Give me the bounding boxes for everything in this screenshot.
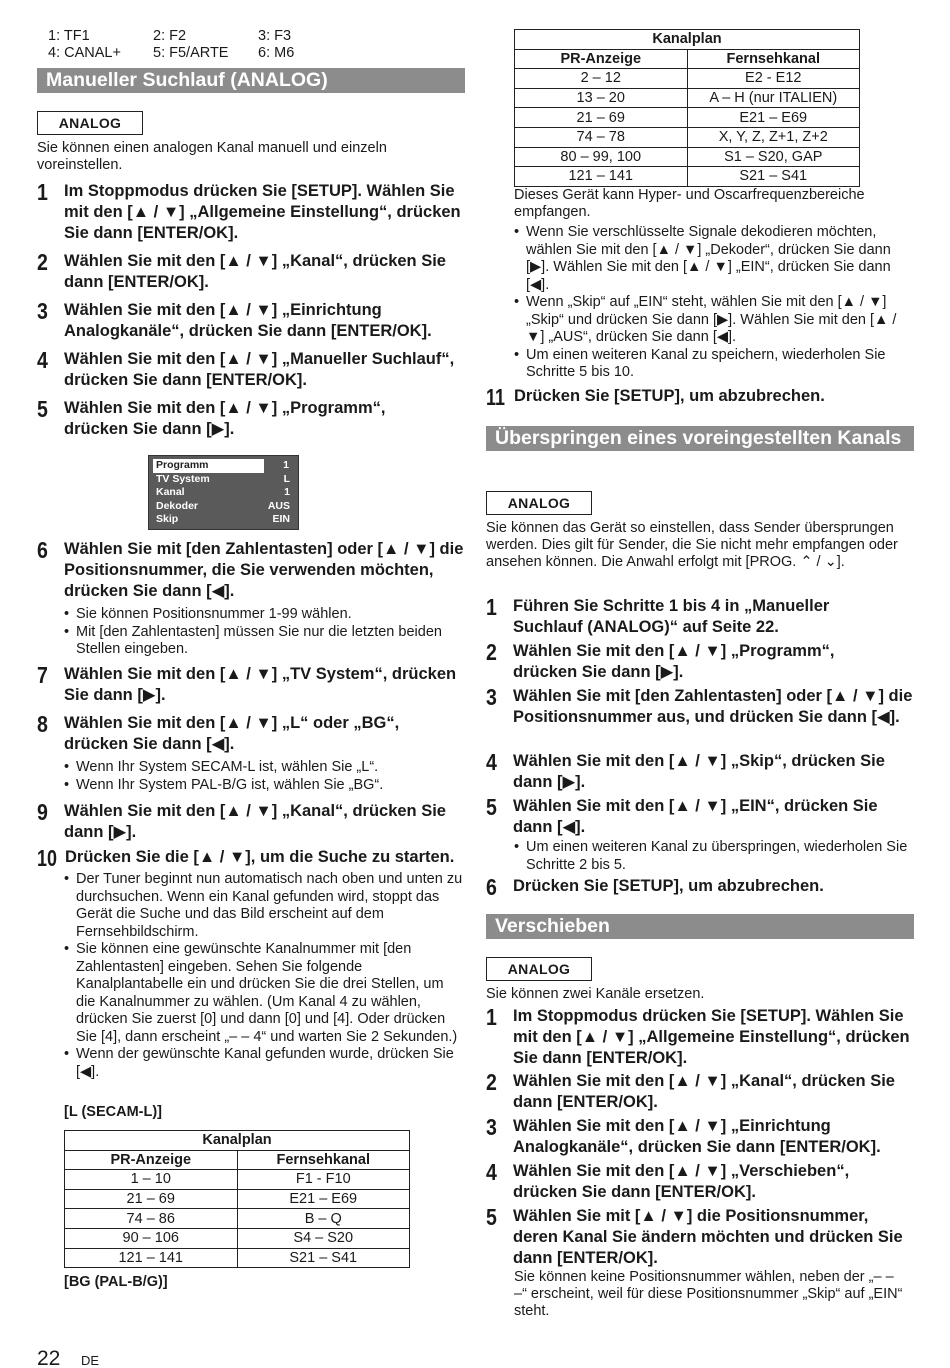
move-step-1 bbox=[486, 1006, 914, 1069]
analog-badge: ANALOG bbox=[486, 957, 592, 981]
table-row: 2 – 12 E2 - E12 bbox=[515, 69, 860, 89]
step-text: Führen Sie Schritte 1 bis 4 in „Manueller Suchlauf (ANALOG)“ auf Seite 22. bbox=[513, 597, 830, 636]
step-text: Wählen Sie mit den [▲ / ▼] „Programm“, drücken Sie dann [▶]. bbox=[64, 399, 386, 438]
menu-value-programm: 1 bbox=[283, 459, 289, 471]
step-10 bbox=[37, 847, 465, 869]
table-row: 13 – 20 A – H (nur ITALIEN) bbox=[515, 88, 860, 108]
step-number: 4 bbox=[486, 1159, 497, 1185]
step-8-notes bbox=[64, 759, 464, 794]
analog-badge: ANALOG bbox=[37, 111, 143, 135]
channel-row bbox=[48, 28, 348, 45]
step-number: 3 bbox=[37, 298, 48, 324]
menu-label: Dekoder bbox=[156, 499, 199, 512]
move-step-5-note: Sie können keine Positionsnummer wählen, neben der „– – –“ erscheint, weil für diese Positionsnummer „Skip“ auf „EIN“ steht. bbox=[514, 1269, 903, 1319]
decoder-notes bbox=[514, 224, 914, 382]
menu-row-skip bbox=[153, 513, 294, 527]
bullet-item: • Sie können eine gewünschte Kanalnummer mit [den Zahlentasten] eingeben. Sehen Sie folgende Kanalplantabelle ein und drücken Sie die drei Stellen, um die Kanalnummer zu wählen. (Um Kanal 4 zu wählen, drücken Sie zuerst [0] und dann [0] und [4]. Oder drücken Sie [4], dann erscheint „– – 4“ und warten Sie 2 Sekunden.) bbox=[64, 941, 458, 1045]
analog-badge: ANALOG bbox=[486, 491, 592, 515]
move-step-3 bbox=[486, 1116, 914, 1158]
step-number: 8 bbox=[37, 711, 48, 737]
page-number: 22 bbox=[37, 1347, 61, 1368]
step-7 bbox=[37, 664, 465, 706]
menu-label: Skip bbox=[156, 513, 179, 526]
step-text: Wählen Sie mit den [▲ / ▼] „TV System“, drücken Sie dann [▶]. bbox=[64, 665, 457, 704]
menu-value: 1 bbox=[284, 486, 290, 499]
bullet-item: • Wenn Ihr System PAL-B/G ist, wählen Sie „BG“. bbox=[64, 776, 384, 793]
menu-row-kanal bbox=[153, 486, 294, 500]
step-text: Wählen Sie mit den [▲ / ▼] „Programm“, drücken Sie dann [▶]. bbox=[513, 642, 835, 681]
step-text: Drücken Sie die [▲ / ▼], um die Suche zu starten. bbox=[65, 848, 455, 866]
intro-text: Sie können das Gerät so einstellen, dass Sender übersprungen werden. Dies gilt für Sender, die Sie nicht mehr empfangen oder ansehen können. Die Anwahl erfolgt mit [PROG. ⌃ / ⌄]. bbox=[486, 520, 898, 570]
step-number: 3 bbox=[486, 1114, 497, 1140]
step-text: Wählen Sie mit den [▲ / ▼] „Verschieben“, drücken Sie dann [ENTER/OK]. bbox=[513, 1162, 850, 1201]
step-number: 10 bbox=[37, 845, 57, 871]
step-3 bbox=[37, 300, 465, 342]
language-code: DE bbox=[81, 1353, 100, 1368]
step-text: Wählen Sie mit den [▲ / ▼] „Kanal“, drücken Sie dann [ENTER/OK]. bbox=[64, 252, 446, 291]
step-number: 9 bbox=[37, 799, 48, 825]
section-title-move: Verschieben bbox=[486, 914, 914, 939]
bullet-item: • Um einen weiteren Kanal zu speichern, wiederholen Sie Schritte 5 bis 10. bbox=[514, 346, 886, 380]
menu-value: AUS bbox=[267, 499, 290, 512]
bullet-item: • Wenn Ihr System SECAM-L ist, wählen Sie „L“. bbox=[64, 759, 379, 775]
table-header: PR-Anzeige bbox=[65, 1150, 238, 1170]
table-row: 121 – 141 S21 – S41 bbox=[65, 1248, 410, 1268]
table-row: 121 – 141 S21 – S41 bbox=[515, 167, 860, 187]
label-secam-l: [L (SECAM-L)] bbox=[64, 1104, 162, 1120]
table-row: 80 – 99, 100 S1 – S20, GAP bbox=[515, 147, 860, 167]
table-row: 74 – 86 B – Q bbox=[65, 1209, 410, 1229]
channel-list bbox=[48, 28, 348, 61]
step-number: 6 bbox=[37, 537, 48, 563]
skip-step-5 bbox=[486, 796, 914, 838]
table-caption: Kanalplan bbox=[515, 30, 860, 50]
step-text: Wählen Sie mit den [▲ / ▼] „Einrichtung Analogkanäle“, drücken Sie dann [ENTER/OK]. bbox=[513, 1117, 881, 1156]
table-row: 90 – 106 S4 – S20 bbox=[65, 1228, 410, 1248]
step-text: Wählen Sie mit den [▲ / ▼] „Skip“, drücken Sie dann [▶]. bbox=[513, 752, 885, 791]
step-number: 2 bbox=[486, 1069, 497, 1095]
bullet-item: • Der Tuner beginnt nun automatisch nach oben und unten zu durchsuchen. Wenn ein Kanal gefunden wird, stoppt das Gerät die Suche und das Bild erscheint auf dem Fernsehbildschirm. bbox=[64, 871, 463, 940]
step-text: Wählen Sie mit [den Zahlentasten] oder [▲ / ▼] die Positionsnummer, die Sie verwenden möchten, drücken Sie dann [◀]. bbox=[64, 540, 464, 600]
step-text: Wählen Sie mit den [▲ / ▼] „Einrichtung Analogkanäle“, drücken Sie dann [ENTER/OK]. bbox=[64, 301, 432, 340]
kanalplan-table-bg bbox=[514, 29, 860, 187]
table-header: Fernsehkanal bbox=[687, 49, 860, 69]
hyper-note: Dieses Gerät kann Hyper- und Oscarfrequenzbereiche empfangen. bbox=[514, 187, 865, 220]
step-5 bbox=[37, 398, 465, 440]
table-row: 21 – 69 E21 – E69 bbox=[65, 1189, 410, 1209]
step-10-notes bbox=[64, 871, 464, 1081]
step-1 bbox=[37, 181, 465, 244]
bullet-item: • Wenn der gewünschte Kanal gefunden wurde, drücken Sie [◀]. bbox=[64, 1046, 454, 1080]
intro-text: Sie können einen analogen Kanal manuell und einzeln voreinstellen. bbox=[37, 140, 387, 173]
step-number: 4 bbox=[486, 749, 497, 775]
move-step-4 bbox=[486, 1161, 914, 1203]
menu-value: EIN bbox=[272, 513, 290, 526]
menu-value: L bbox=[283, 472, 290, 485]
step-number: 2 bbox=[37, 249, 48, 275]
step-number: 4 bbox=[37, 347, 48, 373]
table-header: PR-Anzeige bbox=[515, 49, 688, 69]
step-text: Wählen Sie mit [den Zahlentasten] oder [▲ / ▼] die Positionsnummer aus, und drücken Sie dann [◀]. bbox=[513, 687, 913, 726]
step-text: Wählen Sie mit den [▲ / ▼] „EIN“, drücken Sie dann [◀]. bbox=[513, 797, 878, 836]
bullet-item: • Mit [den Zahlentasten] müssen Sie nur die letzten beiden Stellen eingeben. bbox=[64, 623, 442, 657]
step-text: Im Stoppmodus drücken Sie [SETUP]. Wählen Sie mit den [▲ / ▼] „Allgemeine Einstellung“, drücken Sie dann [ENTER/OK]. bbox=[513, 1007, 910, 1067]
intro-text: Sie können zwei Kanäle ersetzen. bbox=[486, 986, 705, 1002]
step-text: Drücken Sie [SETUP], um abzubrechen. bbox=[514, 387, 825, 405]
menu-row-dekoder bbox=[153, 500, 294, 514]
step-number: 5 bbox=[486, 1204, 497, 1230]
step-text: Wählen Sie mit den [▲ / ▼] „Kanal“, drücken Sie dann [ENTER/OK]. bbox=[513, 1072, 895, 1111]
step-text: Wählen Sie mit den [▲ / ▼] „L“ oder „BG“, drücken Sie dann [◀]. bbox=[64, 714, 400, 753]
step-text: Im Stoppmodus drücken Sie [SETUP]. Wählen Sie mit den [▲ / ▼] „Allgemeine Einstellung“, drücken Sie dann [ENTER/OK]. bbox=[64, 182, 461, 242]
step-number: 5 bbox=[486, 794, 497, 820]
table-caption: Kanalplan bbox=[65, 1131, 410, 1151]
step-number: 3 bbox=[486, 684, 497, 710]
bullet-item: • Wenn „Skip“ auf „EIN“ steht, wählen Sie mit den [▲ / ▼] „Skip“ und drücken Sie dann [▶]. Wählen Sie mit den [▲ / ▼] „AUS“, drücken Sie dann [◀]. bbox=[514, 294, 897, 345]
table-row: 21 – 69 E21 – E69 bbox=[515, 108, 860, 128]
section-title-skip: Überspringen eines voreingestellten Kanals bbox=[486, 426, 914, 451]
menu-label: Kanal bbox=[156, 486, 185, 499]
kanalplan-table-l bbox=[64, 1130, 410, 1268]
skip-step-3 bbox=[486, 686, 914, 728]
move-step-2 bbox=[486, 1071, 914, 1113]
step-number: 5 bbox=[37, 396, 48, 422]
setup-menu-screen bbox=[148, 455, 299, 530]
step-11 bbox=[486, 386, 914, 408]
channel-entry: 1: TF1 bbox=[48, 28, 90, 44]
step-4 bbox=[37, 349, 465, 391]
step-number: 7 bbox=[37, 662, 48, 688]
channel-entry: 4: CANAL+ bbox=[48, 44, 121, 61]
step-6-notes bbox=[64, 606, 464, 659]
step-text: Drücken Sie [SETUP], um abzubrechen. bbox=[513, 877, 824, 895]
table-row: 74 – 78 X, Y, Z, Z+1, Z+2 bbox=[515, 127, 860, 147]
step-number: 1 bbox=[486, 594, 497, 620]
step-6 bbox=[37, 539, 465, 602]
step-9 bbox=[37, 801, 465, 843]
step-text: Wählen Sie mit [▲ / ▼] die Positionsnummer, deren Kanal Sie ändern möchten und drücken Sie dann [ENTER/OK]. bbox=[513, 1207, 903, 1267]
skip-step-1 bbox=[486, 596, 914, 638]
step-number: 1 bbox=[37, 179, 48, 205]
bullet-item: • Wenn Sie verschlüsselte Signale dekodieren möchten, wählen Sie mit den [▲ / ▼] „Dekoder“, drücken Sie dann [▶]. Wählen Sie mit den [▲ / ▼] „EIN“, drücken Sie dann [◀]. bbox=[514, 224, 891, 293]
skip-step-5-notes bbox=[514, 839, 914, 874]
channel-entry: 6: M6 bbox=[258, 44, 295, 61]
skip-step-2 bbox=[486, 641, 914, 683]
step-number: 2 bbox=[486, 639, 497, 665]
move-step-5 bbox=[486, 1206, 914, 1269]
step-number: 1 bbox=[486, 1004, 497, 1030]
table-header: Fernsehkanal bbox=[237, 1150, 410, 1170]
menu-label: Programm bbox=[156, 459, 209, 471]
step-number: 11 bbox=[486, 384, 505, 410]
menu-row-programm bbox=[153, 459, 264, 473]
skip-step-4 bbox=[486, 751, 914, 793]
channel-entry: 2: F2 bbox=[153, 28, 187, 44]
bullet-item: • Um einen weiteren Kanal zu überspringen, wiederholen Sie Schritte 2 bis 5. bbox=[514, 839, 908, 873]
skip-step-6 bbox=[486, 876, 914, 898]
channel-row bbox=[48, 45, 348, 62]
table-row: 1 – 10 F1 - F10 bbox=[65, 1170, 410, 1190]
menu-row-tv-system bbox=[153, 473, 294, 487]
step-text: Wählen Sie mit den [▲ / ▼] „Manueller Suchlauf“, drücken Sie dann [ENTER/OK]. bbox=[64, 350, 455, 389]
step-2 bbox=[37, 251, 465, 293]
step-8 bbox=[37, 713, 465, 755]
channel-entry: 5: F5/ARTE bbox=[153, 44, 229, 61]
bullet-item: • Sie können Positionsnummer 1-99 wählen. bbox=[64, 606, 352, 622]
section-title-manual-search: Manueller Suchlauf (ANALOG) bbox=[37, 68, 465, 93]
step-number: 6 bbox=[486, 874, 497, 900]
channel-entry: 3: F3 bbox=[258, 28, 292, 44]
step-text: Wählen Sie mit den [▲ / ▼] „Kanal“, drücken Sie dann [▶]. bbox=[64, 802, 446, 841]
label-pal-bg: [BG (PAL-B/G)] bbox=[64, 1274, 168, 1290]
menu-label: TV System bbox=[156, 472, 210, 485]
